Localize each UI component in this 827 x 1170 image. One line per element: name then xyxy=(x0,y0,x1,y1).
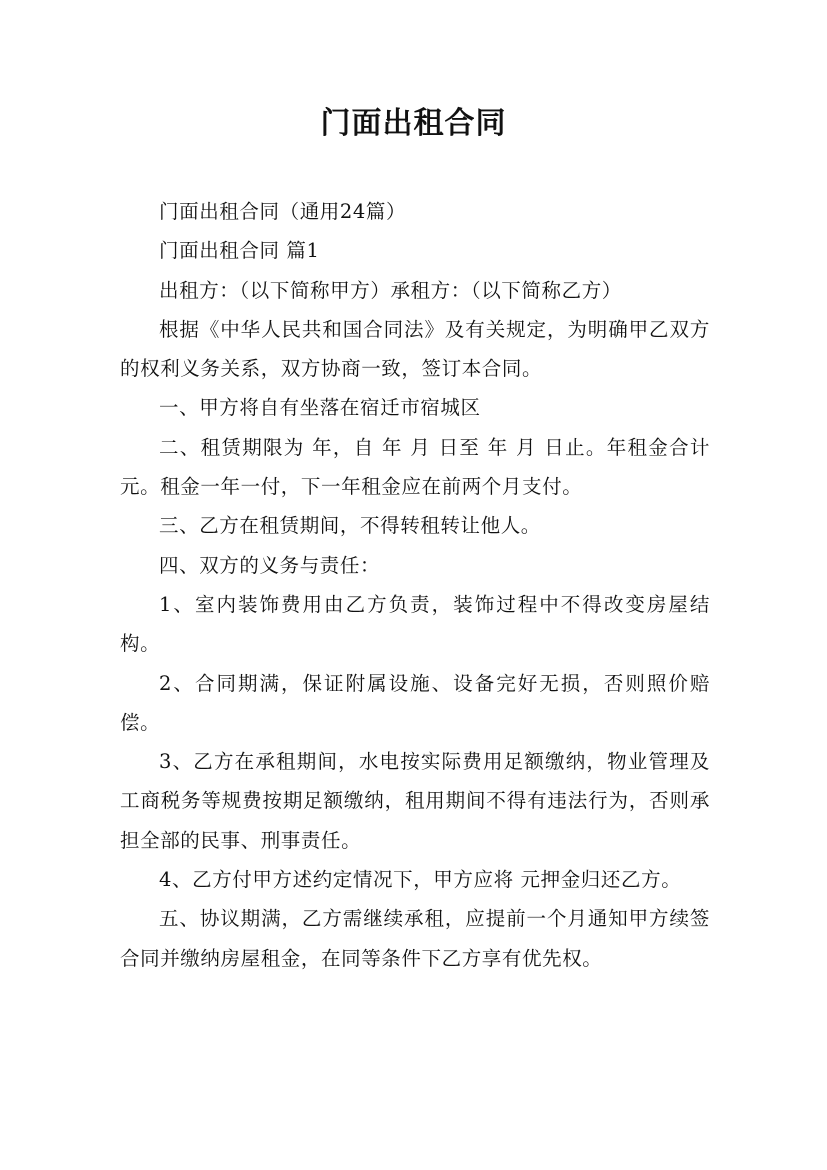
paragraph-clause-4: 四、双方的义务与责任： xyxy=(159,553,381,577)
document-title: 门面出租合同 xyxy=(320,106,507,141)
paragraph-clause-5: 五、协议期满，乙方需继续承租，应提前一个月通知甲方续签合同并缴纳房屋租金，在同等条件下乙方享有优先权。 xyxy=(120,907,710,970)
paragraph-clause-1: 一、甲方将自有坐落在宿迁市宿城区 xyxy=(159,396,481,420)
paragraph-preamble: 根据《中华人民共和国合同法》及有关规定，为明确甲乙双方的权利义务关系，双方协商一致，签订本合同。 xyxy=(120,317,710,381)
paragraph-item-4: 4、乙方付甲方述约定情况下，甲方应将 元押金归还乙方。 xyxy=(159,868,682,892)
paragraph-item-1: 1、室内装饰费用由乙方负责，装饰过程中不得改变房屋结构。 xyxy=(120,592,710,656)
paragraph-section-heading: 门面出租合同 篇1 xyxy=(159,239,320,263)
paragraph-parties: 出租方：（以下简称甲方）承租方：（以下简称乙方） xyxy=(159,278,622,302)
document-body xyxy=(120,192,710,978)
paragraph-item-3: 3、乙方在承租期间，水电按实际费用足额缴纳，物业管理及工商税务等规费按期足额缴纳，租用期间不得有违法行为，否则承担全部的民事、刑事责任。 xyxy=(120,750,710,852)
paragraph-clause-3: 三、乙方在租赁期间，不得转租转让他人。 xyxy=(159,514,541,538)
paragraph-clause-2: 二、租赁期限为 年，自 年 月 日至 年 月 日止。年租金合计 元。租金一年一付，下一年租金应在前两个月支付。 xyxy=(120,435,710,499)
paragraph-subtitle: 门面出租合同（通用24篇） xyxy=(159,200,407,223)
paragraph-item-2: 2、合同期满，保证附属设施、设备完好无损，否则照价赔偿。 xyxy=(120,671,710,734)
